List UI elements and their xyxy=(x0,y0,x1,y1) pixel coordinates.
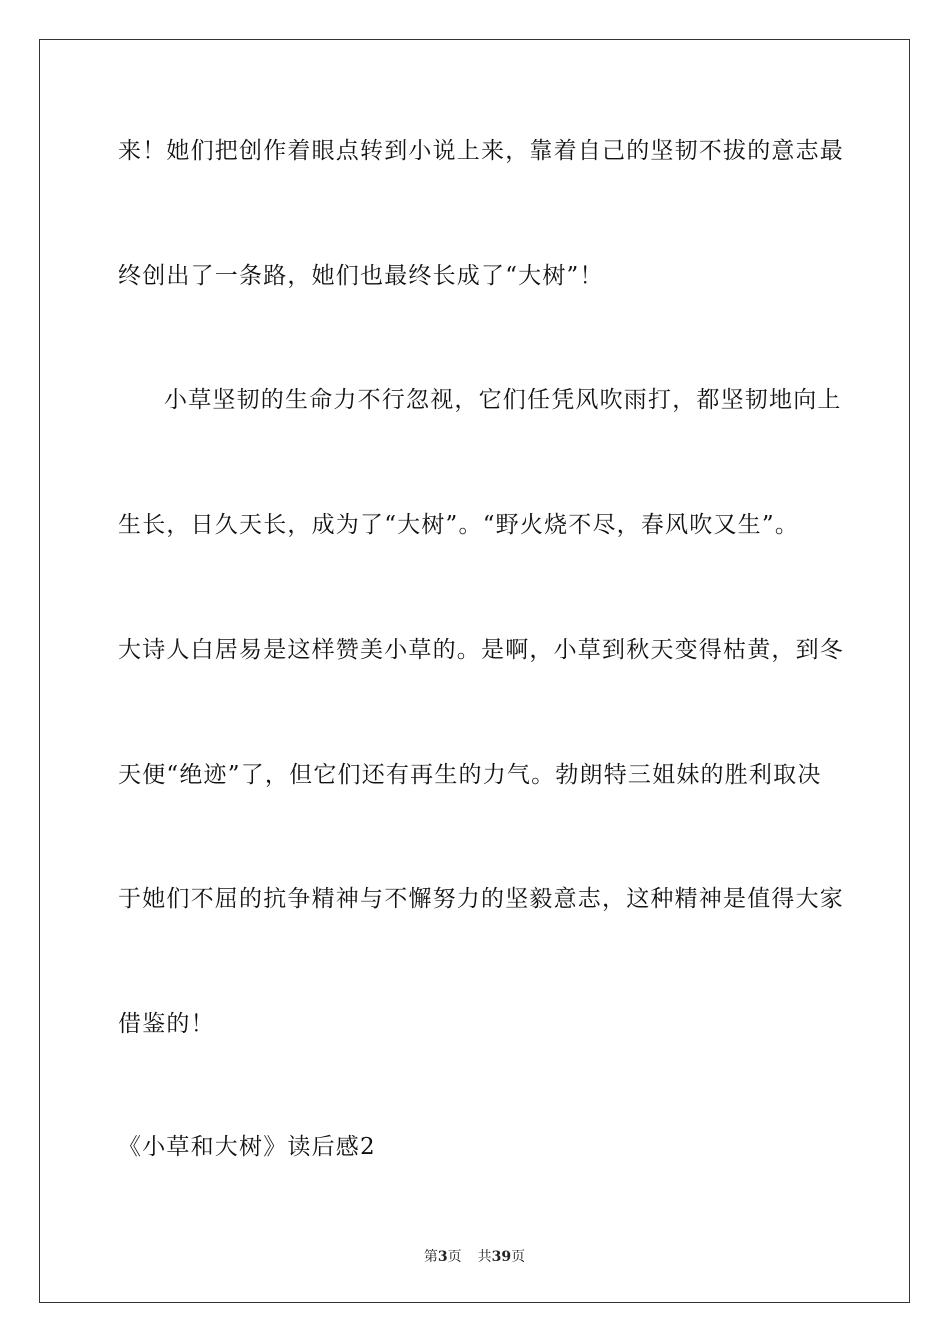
page-footer xyxy=(40,1246,909,1266)
body-line-2: 终创出了一条路，她们也最终长成了“大树”！ xyxy=(118,263,604,289)
page-suffix: 页 xyxy=(447,1249,462,1265)
section-heading: 《小草和大树》读后感2 xyxy=(118,1134,376,1160)
total-suffix: 页 xyxy=(511,1249,526,1265)
body-line-1: 来！她们把创作着眼点转到小说上来，靠着自己的坚韧不拔的意志最 xyxy=(118,138,844,164)
body-line-4: 生长，日久天长，成为了“大树”。“野火烧不尽，春风吹又生”。 xyxy=(118,512,800,538)
total-prefix: 共 xyxy=(477,1249,492,1265)
page-prefix: 第 xyxy=(423,1249,438,1265)
total-pages: 39 xyxy=(491,1249,512,1265)
body-line-7: 于她们不屈的抗争精神与不懈努力的坚毅意志，这种精神是值得大家 xyxy=(118,886,844,912)
body-line-3: 小草坚韧的生命力不行忽视，它们任凭风吹雨打，都坚韧地向上 xyxy=(164,387,842,413)
body-line-6: 天便“绝迹”了，但它们还有再生的力气。勃朗特三姐妹的胜利取决 xyxy=(118,762,822,788)
document-page xyxy=(39,39,910,1303)
body-line-8: 借鉴的！ xyxy=(118,1011,215,1037)
page-number: 3 xyxy=(437,1249,448,1265)
body-line-5: 大诗人白居易是这样赞美小草的。是啊，小草到秋天变得枯黄，到冬 xyxy=(118,637,844,663)
